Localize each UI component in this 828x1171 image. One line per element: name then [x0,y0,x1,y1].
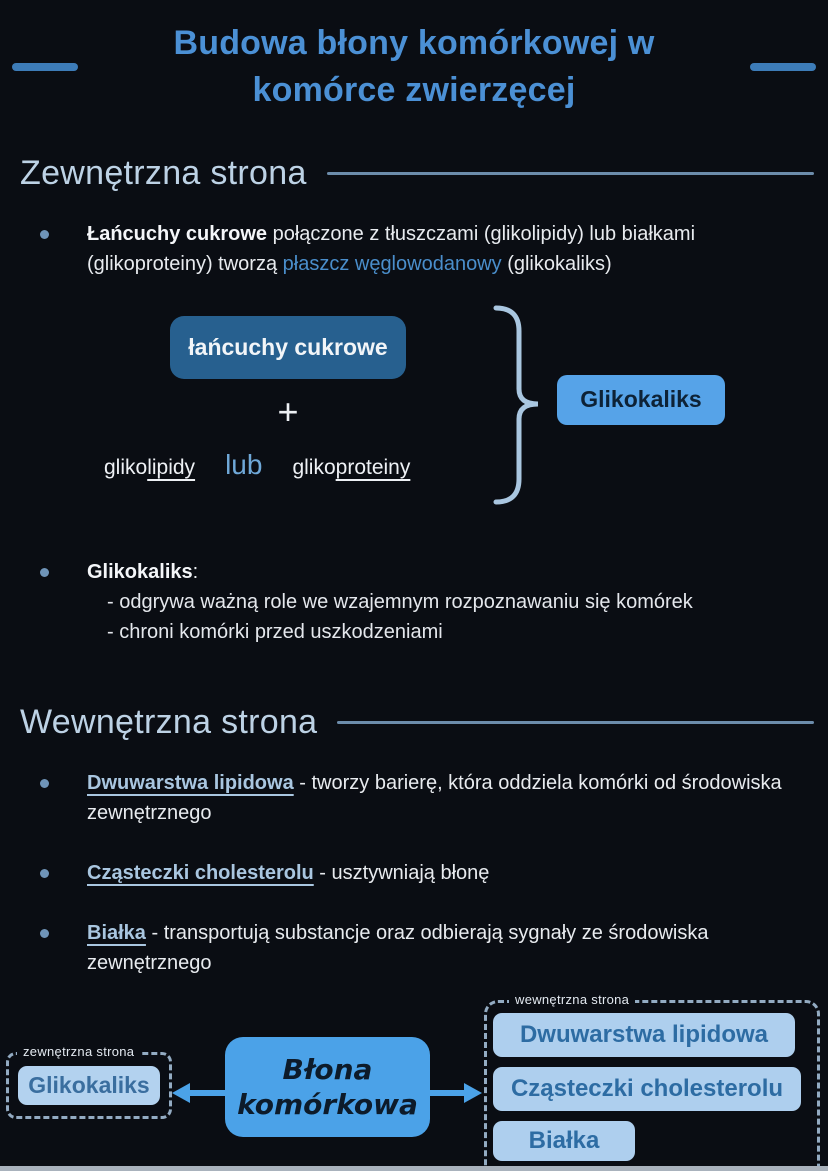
section-heading-inner-text: Wewnętrzna strona [20,702,318,741]
bullet-lipid-bilayer-text [87,768,802,828]
outer-side-group [6,1043,172,1119]
cholesterol-term: Cząsteczki cholesterolu [87,861,314,884]
title-right-dash-icon [750,63,816,71]
glycoproteins-term [292,456,410,480]
arrow-left-icon [172,1082,228,1104]
bullet-dot-icon [40,568,49,577]
bullet-glycocalyx-text [87,557,693,647]
inner-side-group-label: wewnętrzna strona [509,992,635,1007]
page-title-line1: Budowa błony komórkowej w [173,24,655,62]
bullet-glycocalyx-bold: Glikokaliks [87,560,193,583]
bullet-sugar-chains-bold: Łańcuchy cukrowe [87,222,268,245]
title-left-dash-icon [12,63,78,71]
glycocalyx-result-box: Glikokaliks [557,375,725,425]
bullet-proteins-text [87,918,802,978]
page-bottom-edge [0,1166,828,1171]
glycocalyx-function-2: - chroni komórki przed uszkodzeniami [107,620,443,643]
lipid-bilayer-pill: Dwuwarstwa lipidowa [493,1013,795,1057]
glycolipids-underlined: lipidy [147,455,196,479]
lipid-bilayer-desc: - tworzy barierę, która oddziela komórki od środowiska zewnętrznego [87,771,782,824]
glycocalyx-pill: Glikokaliks [18,1066,160,1105]
sugar-chains-box: łańcuchy cukrowe [170,316,406,379]
section-heading-inner-rule [337,721,814,724]
title-block [0,0,828,114]
cholesterol-pill: Cząsteczki cholesterolu [493,1067,801,1111]
glycocalyx-function-1: - odgrywa ważną role we wzajemnym rozpoznawaniu się komórek [107,590,693,613]
membrane-structure-diagram [0,988,828,1171]
bullet-sugar-chains-texta: połączone z tłuszczami (glikolipidy) lub białkami (glikoproteiny) tworzą [87,222,696,275]
section-heading-outer-rule [327,172,814,175]
bullet-glycocalyx [0,557,828,647]
plus-icon: + [277,390,299,432]
bullet-sugar-chains [0,219,828,279]
glycocalyx-formula-diagram [0,299,828,521]
bullet-cholesterol [0,858,828,888]
glycolipids-term [104,456,195,480]
section-heading-outer [20,154,814,193]
inner-side-group [484,991,820,1171]
bullet-lipid-bilayer [0,768,828,828]
bullet-dot-icon [40,230,49,239]
glycolipid-glycoprotein-row [104,449,410,481]
bullet-dot-icon [40,869,49,878]
page-title-line2: komórce zwierzęcej [252,70,576,109]
cell-membrane-line1: Błona [282,1052,373,1086]
bullet-sugar-chains-textb: (glikokaliks) [501,252,612,275]
bullet-sugar-chains-text [87,219,802,279]
bullet-glycocalyx-colon: : [192,560,199,583]
glycoproteins-prefix: gliko [292,455,336,479]
cell-membrane-line2: komórkowa [237,1087,418,1121]
glycoproteins-underlined: proteiny [335,455,411,479]
glycocalyx-sub-items [107,587,693,647]
proteins-term: Białka [87,921,146,944]
bullet-dot-icon [40,929,49,938]
cell-membrane-box [225,1037,430,1137]
bullet-sugar-chains-highlight: płaszcz węglowodanowy [282,252,502,275]
or-word: lub [225,448,263,480]
outer-side-group-label: zewnętrzna strona [17,1044,140,1059]
bullet-proteins [0,918,828,978]
section-heading-inner [20,703,814,742]
glycolipids-prefix: gliko [104,455,148,479]
cholesterol-desc: - usztywniają błonę [313,861,490,884]
arrow-right-icon [428,1082,482,1104]
proteins-pill: Białka [493,1121,635,1161]
bullet-cholesterol-text [87,858,489,888]
section-heading-outer-text: Zewnętrzna strona [20,153,307,192]
proteins-desc: - transportują substancje oraz odbierają sygnały ze środowiska zewnętrznego [87,921,709,974]
page-title [0,20,828,114]
curly-brace-icon [486,301,548,509]
bullet-dot-icon [40,779,49,788]
lipid-bilayer-term: Dwuwarstwa lipidowa [87,771,294,794]
